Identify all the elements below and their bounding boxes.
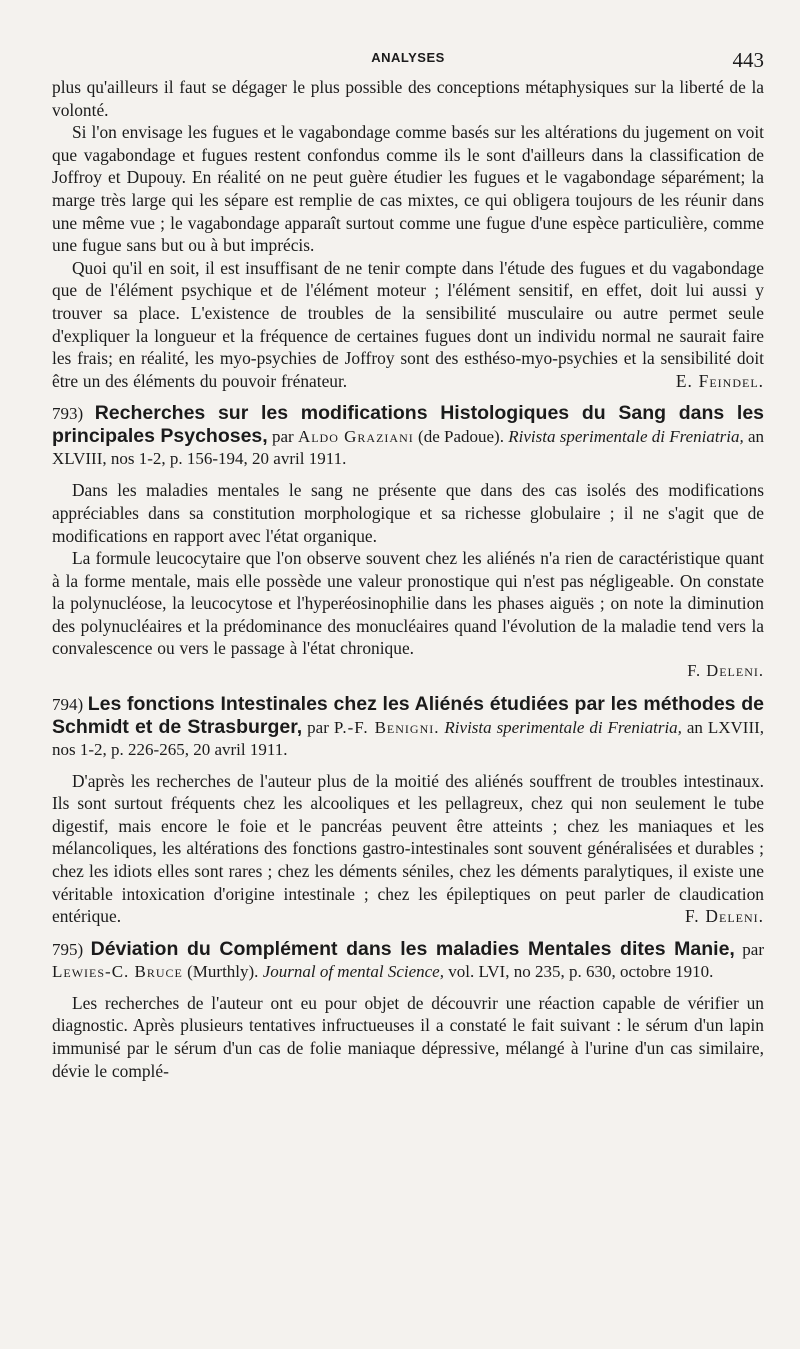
entry-title: Les fonctions Intestinales chez les Aliénés étudiées par les méthodes de Schmidt et de Strasburger, — [52, 692, 764, 738]
entry-title: Déviation du Complément dans les maladies Mentales dites Manie, — [90, 937, 735, 960]
intro-paragraph: plus qu'ailleurs il faut se dégager le plus possible des conceptions métaphysiques sur la liberté de la volonté. — [52, 77, 764, 120]
journal-name: Rivista sperimentale di Freniatria, — [444, 717, 682, 737]
entry-body — [52, 992, 764, 1082]
entry-paragraph: Les recherches de l'auteur ont eu pour objet de découvrir une réaction capable de vérifier un diagnostic. Après plusieurs tentatives infructueuses il a constaté le fait suivant : le sérum d'un lapin immunisé par le sérum d'un cas de folie maniaque dépressive, mélangé à l'urine d'un cas similaire, dévie le complé- — [52, 992, 764, 1081]
author-suffix: (Murthly). — [187, 961, 259, 981]
abstract-entry — [52, 402, 764, 682]
intro-paragraph: Si l'on envisage les fugues et le vagabondage comme basés sur les altérations du jugement on voit que vagabondage et fugues restent confondus comme ils le sont d'ailleurs dans la classification de Joffroy et Dupouy. En réalité on ne peut guère étudier les fugues et le vagabondage séparément; la marge très large qui les sépare est remplie de cas mixtes, ce qui obligera toujours de les réunir dans une même vue ; le vagabondage apparaît surtout comme une fugue d'une espèce particulière, comme une fugue sans but ou à but imprécis. — [52, 122, 764, 256]
citation: an XLVIII, nos 1-2, p. 156-194, 20 avril 1911. — [52, 427, 765, 469]
entry-title: Recherches sur les modifications Histologiques du Sang dans les principales Psychoses, — [52, 402, 765, 448]
signature: E. Feindel. — [675, 370, 764, 391]
author-prefix: par — [307, 717, 329, 737]
intro-paragraph-last — [52, 257, 764, 393]
running-head-title: ANALYSES — [371, 50, 445, 65]
entry-paragraph: Dans les maladies mentales le sang ne présente que dans des cas isolés des modifications appréciables dans sa constitution morphologique et sa richesse globulaire ; il ne s'agit que de modifications en rapport avec l'état organique. — [52, 480, 764, 546]
author-prefix: par — [271, 427, 294, 447]
citation: an LXVIII, nos 1-2, p. 226-265, 20 avril 1911. — [52, 717, 765, 759]
signature: F. Deleni. — [684, 906, 764, 927]
author-name: Aldo Graziani — [297, 427, 414, 447]
entry-paragraph-text: D'après les recherches de l'auteur plus de la moitié des aliénés souffrent de troubles intestinaux. Ils sont surtout fréquents chez les alcooliques et les pellagreux, chez qui non seulement le tube digestif, mais encore le foie et le pancréas peuvent être atteints ; chez les maniaques et les mélancoliques, les altérations des fonctions gastro-intestinales sont souvent généralisées et durables ; chez les idiots elles sont rares ; chez les déments séniles, chez les déments paralytiques, il existe une véritable intoxication d'origine intestinale ; chez les épileptiques on peut parler de claudication entérique. — [52, 770, 764, 927]
entry-heading — [52, 402, 764, 470]
journal-page — [52, 48, 764, 1082]
entry-number: 793) — [52, 404, 84, 424]
abstract-entry — [52, 938, 764, 1082]
abstract-entry — [52, 693, 764, 928]
entry-paragraph: La formule leucocytaire que l'on observe souvent chez les aliénés n'a rien de caractéristique quant à la forme mentale, mais elle possède une valeur pronostique qui n'est pas négligeable. On constate la polynucléose, la leucocytose et l'hyperéosinophilie dans les phases aiguës ; on note la diminution des polynucléaires et la prédominance des monucléaires quand l'évolution de la maladie tend vers la convalescence ou vers le passage à l'état chronique. — [52, 548, 764, 659]
entry-heading — [52, 938, 764, 983]
entry-body — [52, 479, 764, 682]
author-name: P.-F. Benigni. — [333, 717, 440, 737]
citation: vol. LVI, no 235, p. 630, octobre 1910. — [448, 961, 714, 981]
author-name: Lewies-C. Bruce — [52, 961, 183, 981]
entry-paragraph-last — [52, 770, 764, 928]
intro-paragraph-text: Quoi qu'il en soit, il est insuffisant de ne tenir compte dans l'étude des fugues et du vagabondage que de l'élément psychique et de l'élément moteur ; l'élément sensitif, en effet, doit lui aussi y trouver sa place. L'existence de troubles de la sensibilité musculaire ou autre permet seule d'expliquer la longueur et la fréquence de certaines fugues dont un individu normal ne saurait faire les frais; en réalité, les myo-psychies de Joffroy sont des esthéso-myo-psychies et la sensibilité doit être un des éléments du pouvoir frénateur. — [52, 257, 764, 391]
running-head — [52, 48, 764, 76]
entry-body — [52, 770, 764, 928]
entry-number: 795) — [52, 939, 84, 959]
journal-name: Rivista sperimentale di Freniatria, — [508, 427, 744, 447]
entry-number: 794) — [52, 694, 84, 714]
author-prefix: par — [742, 939, 764, 959]
author-suffix: (de Padoue). — [418, 427, 504, 447]
entry-heading — [52, 693, 764, 761]
journal-name: Journal of mental Science, — [262, 961, 444, 981]
signature: F. Deleni. — [687, 661, 764, 681]
page-number: 443 — [732, 48, 764, 72]
